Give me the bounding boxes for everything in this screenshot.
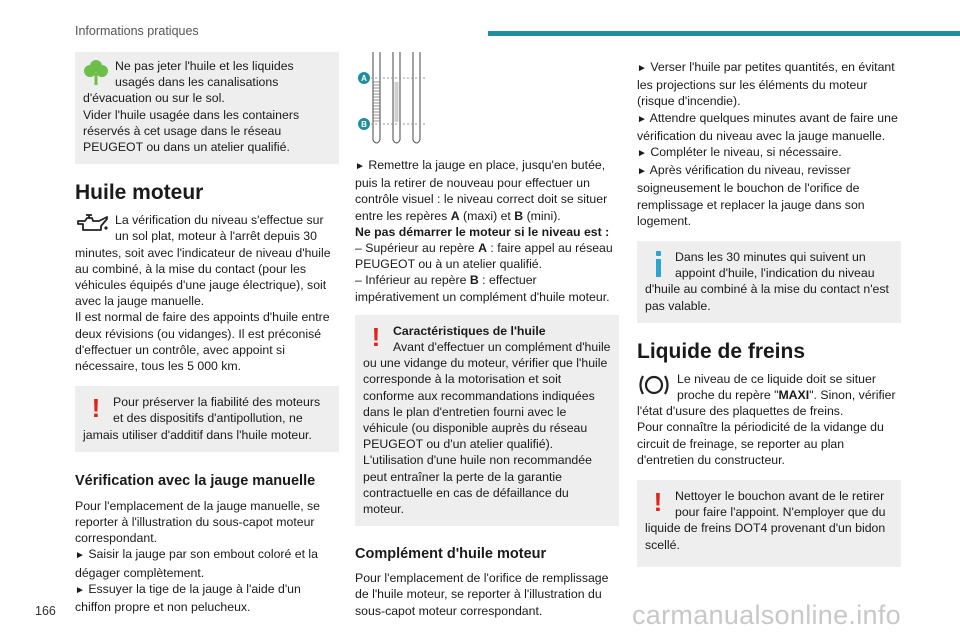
top-up-step-2: ► Attendre quelques minutes avant de faire une vérification du niveau avec la jauge manuelle. <box>637 110 898 143</box>
eco-note-text-2: Vider l'huile usagée dans les containers réservés à cet usage dans le réseau PEUGEOT ou dans un atelier qualifié. <box>83 107 300 155</box>
warning-icon: ! <box>371 321 381 352</box>
tree-icon <box>83 58 111 86</box>
warning-icon: ! <box>91 393 101 424</box>
warning-icon: ! <box>653 487 663 518</box>
oil-can-icon <box>75 212 111 242</box>
oil-characteristics-title: Caractéristiques de l'huile <box>393 323 546 338</box>
brake-fluid-text: Le niveau de ce liquide doit se situer proche du repère "MAXI". Sinon, vérifier l'état d'usure des plaquettes de freins. <box>637 371 896 419</box>
manual-dipstick-step-2: ► Essuyer la tige de la jauge à l'aide d'un chiffon propre et non pelucheux. <box>75 581 301 615</box>
top-up-step-3: ► Compléter le niveau, si nécessaire. <box>637 145 842 160</box>
info-icon <box>645 249 671 279</box>
subsection-title-manual-dipstick: Vérification avec la jauge manuelle <box>75 472 316 489</box>
page-number: 166 <box>35 604 56 618</box>
engine-oil-intro <box>75 212 339 374</box>
oil-characteristics-box <box>355 315 619 526</box>
eco-note-box <box>75 52 339 164</box>
dipstick-step-reinsert: ► Remettre la jauge en place, jusqu'en butée, puis la retirer de nouveau pour effectuer un contrôle visuel : le niveau correct doit se situer entre les repères A (maxi) et B (mini). <box>355 158 608 223</box>
do-not-start-warning: Ne pas démarrer le moteur si le niveau est : <box>355 224 610 239</box>
brake-fluid-intro <box>637 371 901 468</box>
column-3 <box>637 59 901 567</box>
brake-fluid-text-2: Pour connaître la périodicité de la vidange du circuit de freinage, se reporter au plan d'entretien du constructeur. <box>637 420 884 467</box>
arrow-right-icon: ► <box>637 63 647 74</box>
subsection-title-oil-top-up: Complément d'huile moteur <box>355 546 547 563</box>
section-header-label: Informations pratiques <box>75 24 199 38</box>
arrow-right-icon: ► <box>637 113 647 125</box>
watermark: carmanualsonline.info <box>632 600 901 630</box>
marker-a-label: A <box>361 74 367 83</box>
additive-warning-box <box>75 386 339 452</box>
marker-b-label: B <box>361 120 367 129</box>
section-title-brake-fluid: Liquide de freins <box>637 339 806 363</box>
arrow-right-icon: ► <box>637 148 647 160</box>
oil-characteristics-text: Avant d'effectuer un complément d'huile ou une vidange du moteur, vérifier que l'huile corresponde à la motorisation et soit conforme aux recommandations indiquées dans le plan d'entretien fourni avec le véhicule (ou disponible auprès du réseau PEUGEOT ou d'un atelier qualifié). <box>363 340 611 452</box>
level-above-a: – Supérieur au repère A : faire appel au réseau PEUGEOT ou à un atelier qualifié. <box>355 241 613 272</box>
oil-characteristics-text-2: L'utilisation d'une huile non recommandée peut entraîner la perte de la garantie contractuelle en cas de défaillance du moteur. <box>363 453 592 517</box>
arrow-right-icon: ► <box>355 161 365 172</box>
brake-fluid-icon <box>637 371 673 401</box>
engine-oil-intro-text: La vérification du niveau s'effectue sur un sol plat, moteur à l'arrêt depuis 30 minutes, soit avec l'indicateur de niveau d'huile au combiné, à la mise du contact (pour les véhicules équipés d'une jauge électrique), soit avec la jauge manuelle. <box>75 213 331 309</box>
arrow-right-icon: ► <box>75 550 85 562</box>
arrow-right-icon: ► <box>75 584 85 596</box>
arrow-right-icon: ► <box>637 166 647 178</box>
eco-note-text-1: Ne pas jeter l'huile et les liquides usagés dans les canalisations d'évacuation ou sur le sol. <box>83 59 294 106</box>
section-title-engine-oil: Huile moteur <box>75 181 204 205</box>
manual-dipstick-step-1: ► Saisir la jauge par son embout coloré et la dégager complètement. <box>75 547 319 580</box>
header-accent-bar <box>488 31 960 36</box>
additive-warning-text: Pour préserver la fiabilité des moteurs et des dispositifs d'antipollution, ne jamais utiliser d'additif dans l'huile moteur. <box>83 395 321 442</box>
manual-dipstick-text: Pour l'emplacement de la jauge manuelle, se reporter à l'illustration du sous-capot moteur correspondant. <box>75 498 321 546</box>
oil-level-info-box <box>637 241 901 323</box>
level-below-b: – Inférieur au repère B : effectuer impérativement un complément d'huile moteur. <box>355 273 610 304</box>
dipstick-illustration <box>355 52 619 147</box>
column-2 <box>355 52 619 619</box>
brake-fluid-warning-text: Nettoyer le bouchon avant de le retirer pour faire l'appoint. N'employer que du liquide de freins DOT4 provenant d'un bidon scellé. <box>645 489 886 552</box>
oil-level-info-text: Dans les 30 minutes qui suivent un appoint d'huile, l'indication du niveau d'huile au combiné à la mise du contact n'est pas valable. <box>645 250 889 313</box>
column-1 <box>75 52 339 615</box>
dipstick-drawing <box>355 52 465 147</box>
brake-fluid-warning-box <box>637 480 901 567</box>
top-up-step-4: ► Après vérification du niveau, revisser soigneusement le bouchon de l'orifice de remplissage et replacer la jauge dans son logement. <box>637 163 865 228</box>
oil-top-up-text: Pour l'emplacement de l'orifice de remplissage de l'huile moteur, se reporter à l'illustration du sous-capot moteur correspondant. <box>355 571 609 618</box>
top-up-step-1: ► Verser l'huile par petites quantités, en évitant les projections sur les éléments du moteur (risque d'incendie). <box>637 60 895 109</box>
engine-oil-intro-text-2: Il est normal de faire des appoints d'huile entre deux révisions (ou vidanges). Il est préconisé d'effectuer un contrôle, avec appoint si nécessaire, tous les 5 000 km. <box>75 310 330 374</box>
